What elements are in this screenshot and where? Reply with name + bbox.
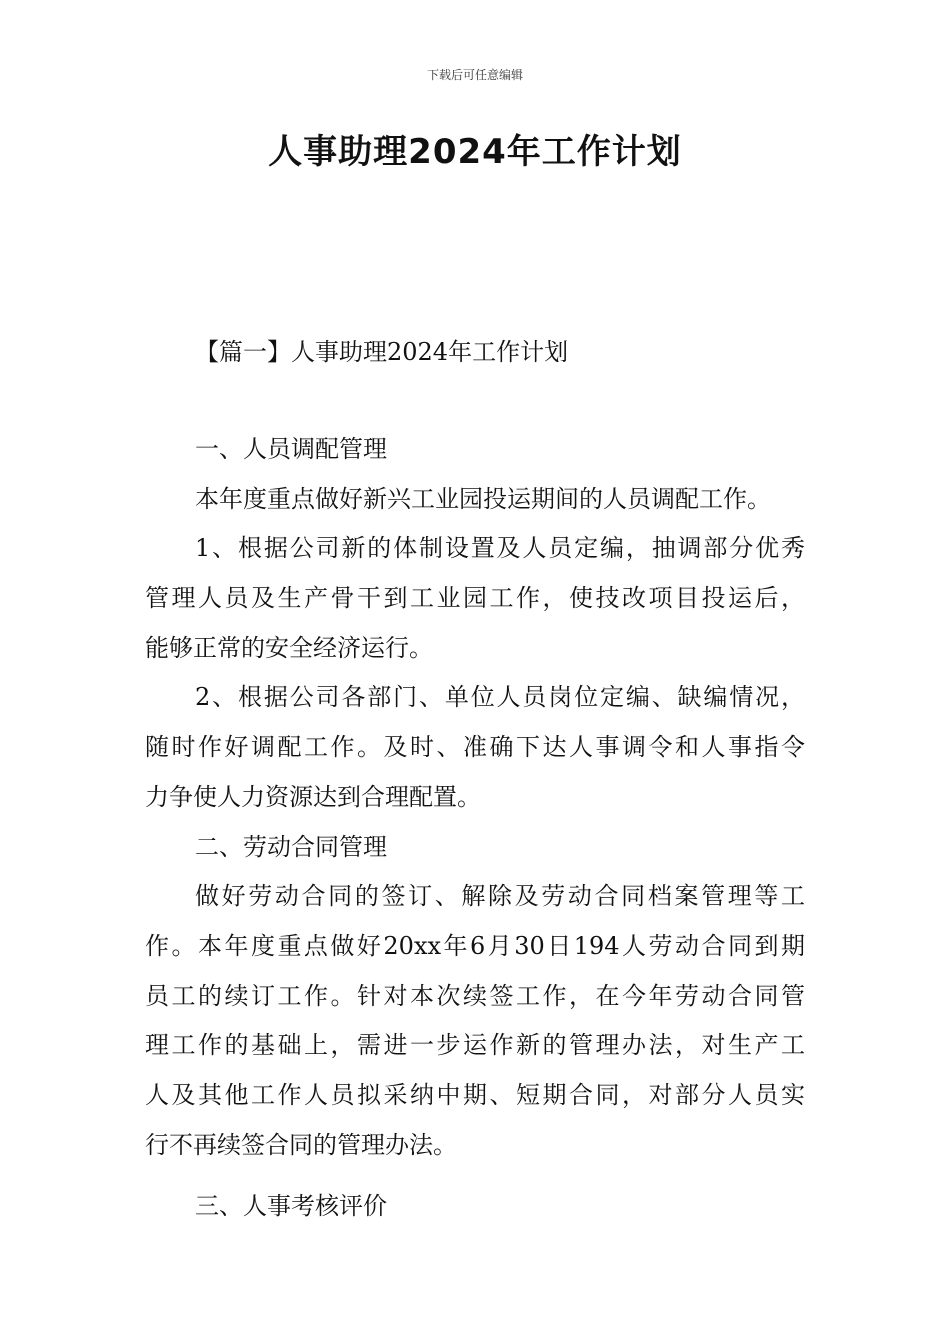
heading-personnel-allocation: 一、人员调配管理: [195, 435, 387, 463]
paragraph-line: 作。本年度重点做好20xx年6月30日194人劳动合同到期: [145, 931, 805, 960]
paragraph-line: 力争使人力资源达到合理配置。: [145, 782, 481, 811]
paragraph-line: 1、根据公司新的体制设置及人员定编，抽调部分优秀: [195, 534, 805, 563]
paragraph-line: 员工的续订工作。针对本次续签工作，在今年劳动合同管: [145, 981, 805, 1010]
header-note: 下载后可任意编辑: [426, 68, 523, 82]
paragraph-line: 本年度重点做好新兴工业园投运期间的人员调配工作。: [195, 484, 771, 513]
paragraph-line: 管理人员及生产骨干到工业园工作，使技改项目投运后，: [145, 584, 805, 613]
paragraph-line: 2、根据公司各部门、单位人员岗位定编、缺编情况，: [195, 683, 805, 712]
paragraph-line: 能够正常的安全经济运行。: [145, 633, 433, 662]
paragraph-line: 做好劳动合同的签订、解除及劳动合同档案管理等工: [195, 882, 805, 911]
section-title: 【篇一】人事助理2024年工作计划: [195, 338, 569, 366]
paragraph-line: 行不再续签合同的管理办法。: [145, 1130, 457, 1159]
heading-personnel-evaluation: 三、人事考核评价: [195, 1192, 387, 1221]
paragraph-line: 随时作好调配工作。及时、准确下达人事调令和人事指令: [145, 733, 805, 762]
heading-labor-contract: 二、劳动合同管理: [195, 832, 387, 861]
paragraph-line: 理工作的基础上，需进一步运作新的管理办法，对生产工: [145, 1031, 805, 1060]
body-text: [145, 425, 805, 1232]
paragraph-line: 人及其他工作人员拟采纳中期、短期合同，对部分人员实: [145, 1080, 805, 1109]
document-title: 人事助理2024年工作计划: [268, 132, 682, 172]
